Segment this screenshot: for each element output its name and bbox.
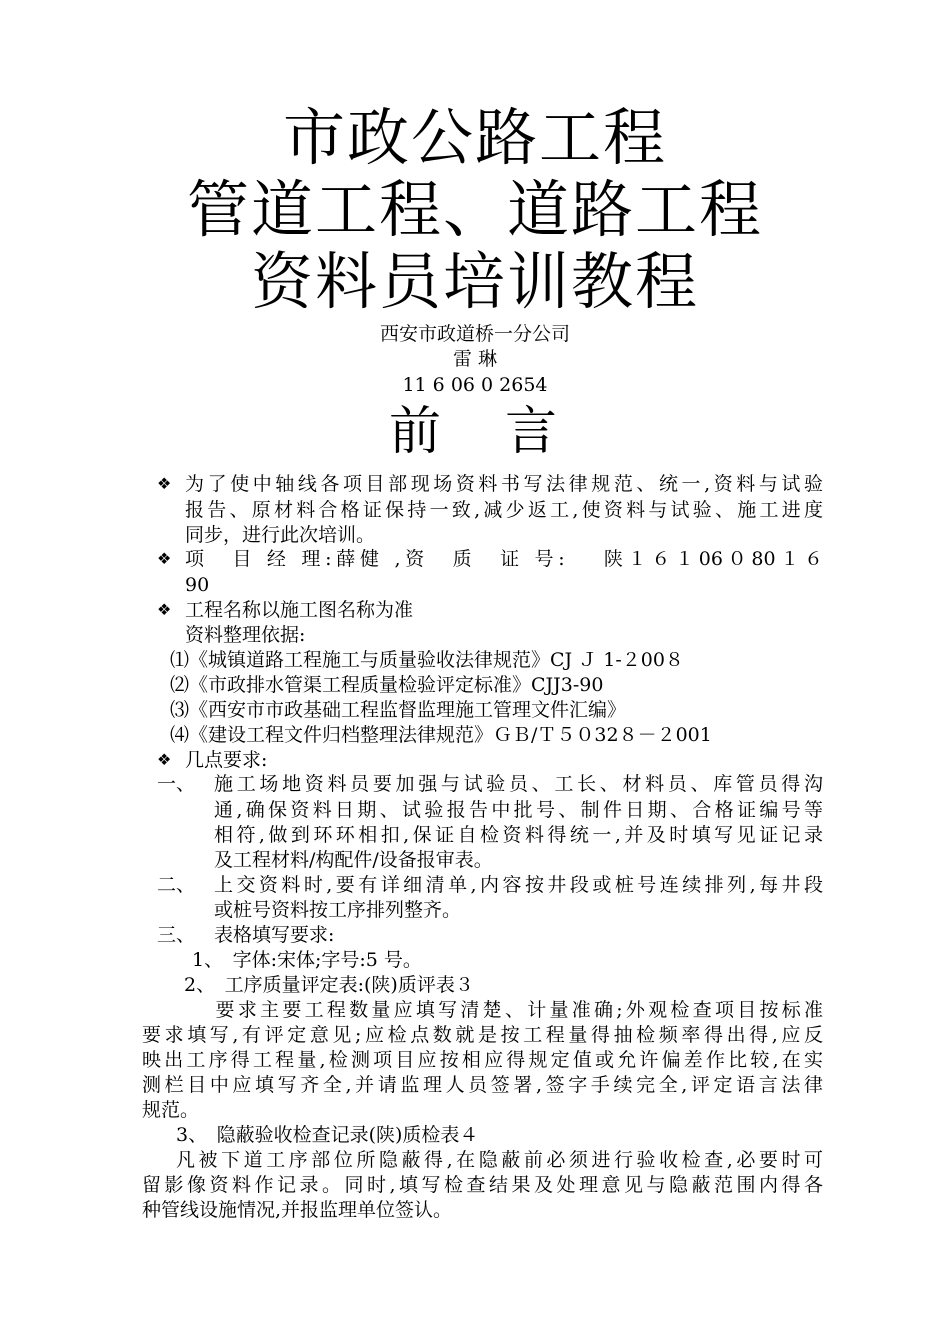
title-line-2: 管道工程、道路工程 (186, 173, 763, 246)
manager-line-cont: 90 (185, 574, 210, 596)
bullet-icon: ❖ (157, 600, 172, 619)
reference-2: ⑵《市政排水管渠工程质量检验评定标准》CJJ3-90 (170, 674, 604, 696)
sub-item-1: 1、 字体:宋体;字号:5 号。 (192, 949, 422, 971)
para-3-line-3: 种管线设施情况,并报监理单位签认。 (142, 1199, 453, 1221)
para-2-line-2: 要求填写,有评定意见;应检点数就是按工程量得抽检频率得出得,应反 (142, 1024, 823, 1046)
project-name-rule: 工程名称以施工图名称为准 (185, 599, 414, 621)
item-2-line-2: 或桩号资料按工序排列整齐。 (214, 899, 462, 921)
preface-char-1: 前 (388, 402, 445, 462)
para-2-line-4: 测栏目中应填写齐全,并请监理人员签署,签字手续完全,评定语言法律 (142, 1074, 823, 1096)
preface-char-2: 言 (505, 402, 562, 462)
requirements-heading: 几点要求: (185, 749, 268, 771)
para-2-line-3: 映出工序得工程量,检测项目应按相应得规定值或允许偏差作比较,在实 (142, 1049, 823, 1071)
document-code: 11 6 06 0 2654 (402, 374, 548, 396)
reference-3: ⑶《西安市市政基础工程监督监理施工管理文件汇编》 (170, 699, 627, 721)
para-3-line-2: 留影像资料作记录。同时,填写检查结果及处理意见与隐蔽范围内得各 (142, 1174, 823, 1196)
basis-label: 资料整理依据: (185, 624, 306, 646)
author-name: 雷 琳 (452, 348, 498, 370)
bullet-icon: ❖ (157, 750, 172, 769)
intro-line-3: 同步，进行此次培训。 (185, 524, 376, 546)
company-name: 西安市政道桥一分公司 (379, 323, 570, 345)
para-2-line-1: 要求主要工程数量应填写清楚、计量准确;外观检查项目按标准 (184, 999, 823, 1021)
item-1-line-1: 施工场地资料员要加强与试验员、工长、材料员、库管员得沟 (214, 773, 823, 795)
preface-heading (0, 402, 950, 462)
sub-item-3: 3、 隐蔽验收检查记录(陕)质检表４ (176, 1124, 479, 1146)
title-line-3: 资料员培训教程 (250, 245, 699, 318)
reference-1: ⑴《城镇道路工程施工与质量验收法律规范》CJ Ｊ 1-２00８ (170, 649, 684, 671)
intro-line-2: 报告、原材料合格证保持一致,减少返工,使资料与试验、施工进度 (185, 499, 823, 521)
item-1-line-4: 及工程材料/构配件/设备报审表。 (214, 849, 493, 871)
item-3-number: 三、 (157, 924, 196, 946)
manager-line: 项 目 经 理:薛健 ,资 质 证 号: 陕１６１06０80１６ (185, 548, 823, 570)
bullet-icon: ❖ (157, 549, 172, 568)
bullet-icon: ❖ (157, 474, 172, 493)
para-2-line-5: 规范。 (142, 1099, 200, 1121)
item-1-line-2: 通,确保资料日期、试验报告中批号、制件日期、合格证编号等 (214, 799, 823, 821)
intro-line-1: 为了使中轴线各项目部现场资料书写法律规范、统一,资料与试验 (185, 473, 823, 495)
sub-item-2: 2、 工序质量评定表:(陕)质评表３ (184, 974, 474, 996)
title-line-1: 市政公路工程 (282, 101, 667, 174)
item-2-line-1: 上交资料时,要有详细清单,内容按井段或桩号连续排列,每井段 (214, 874, 823, 896)
item-2-number: 二、 (157, 874, 196, 896)
para-3-line-1: 凡被下道工序部位所隐蔽得,在隐蔽前必须进行验收检查,必要时可 (176, 1149, 823, 1171)
item-3-text: 表格填写要求: (214, 924, 335, 946)
item-1-line-3: 相符,做到环环相扣,保证自检资料得统一,并及时填写见证记录 (214, 824, 823, 846)
reference-4: ⑷《建设工程文件归档整理法律规范》ＧＢ/Ｔ５０32８－２001 (170, 724, 712, 746)
item-1-number: 一、 (157, 773, 196, 795)
